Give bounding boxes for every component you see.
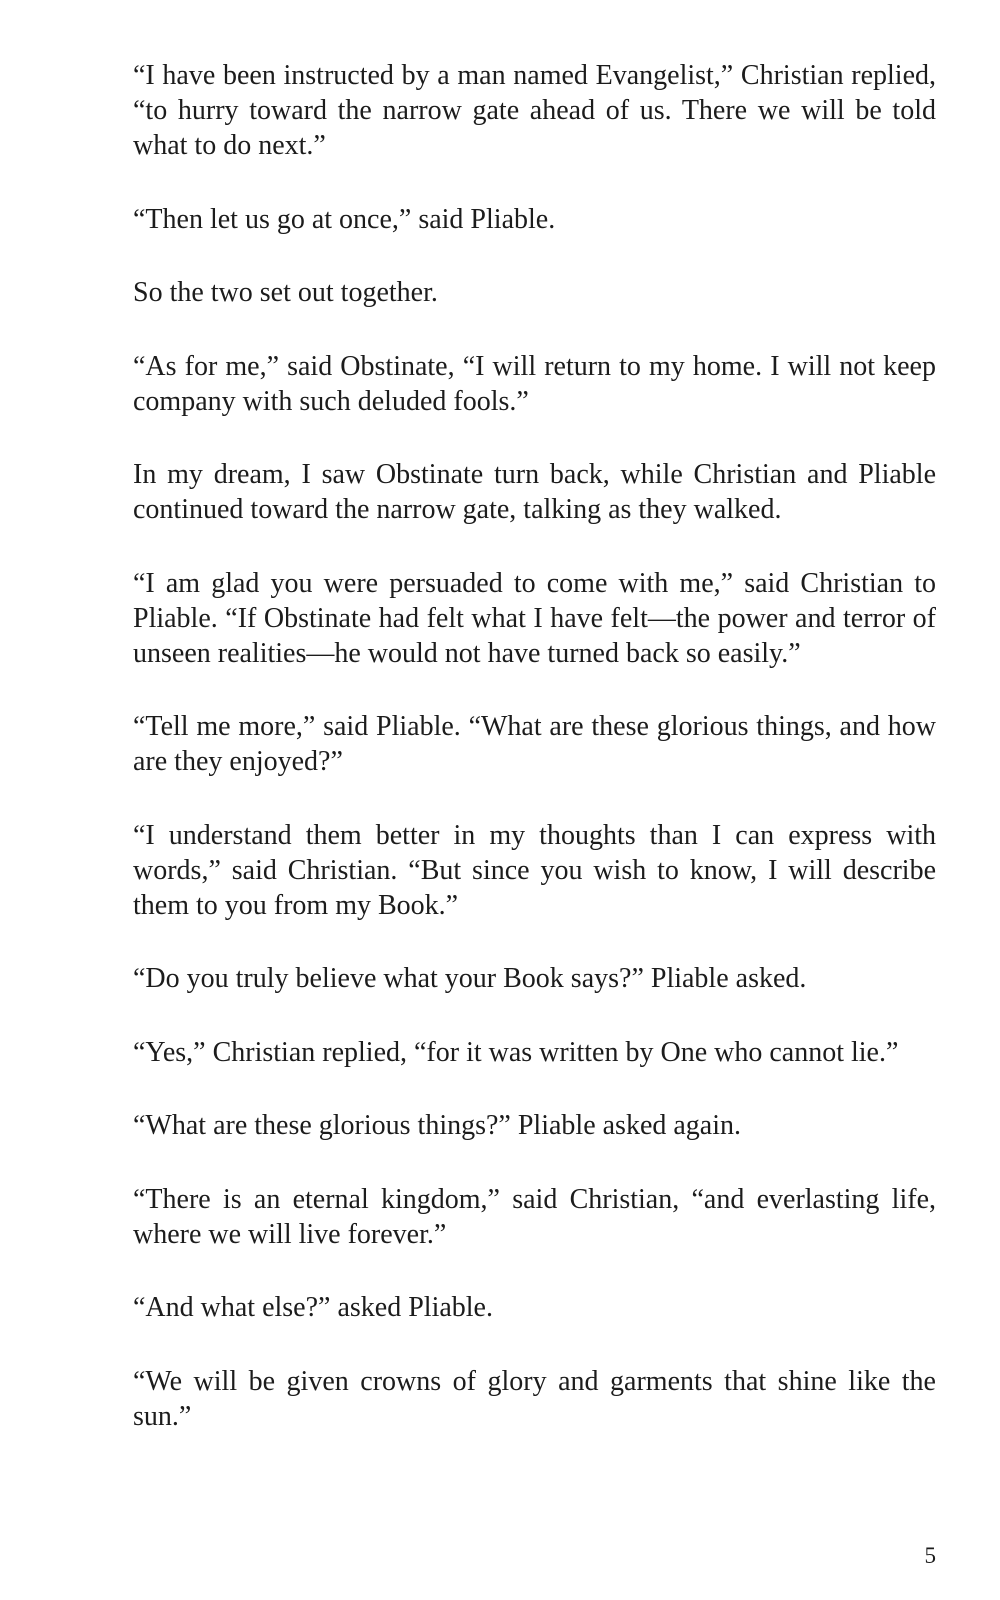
paragraph: “I have been instructed by a man named Evangelist,” Christian replied, “to hurry toward the narrow gate ahead of us. There we will be told what to do next.” bbox=[133, 60, 936, 161]
paragraph: “Tell me more,” said Pliable. “What are these glorious things, and how are they enjoyed?” bbox=[133, 711, 936, 777]
paragraph: “What are these glorious things?” Pliable asked again. bbox=[133, 1110, 742, 1141]
paragraph: “I understand them better in my thoughts than I can express with words,” said Christian. “But since you wish to know, I will describe them to you from my Book.” bbox=[133, 819, 936, 921]
paragraph: “Then let us go at once,” said Pliable. bbox=[133, 203, 556, 235]
page-number: 5 bbox=[924, 1543, 936, 1568]
paragraph: In my dream, I saw Obstinate turn back, while Christian and Pliable continued toward the narrow gate, talking as they walked. bbox=[133, 459, 936, 525]
paragraph: “Do you truly believe what your Book says?” Pliable asked. bbox=[133, 963, 807, 994]
page-body-text bbox=[133, 58, 936, 1472]
paragraph: “As for me,” said Obstinate, “I will return to my home. I will not keep company with such deluded fools.” bbox=[133, 350, 936, 417]
paragraph: “There is an eternal kingdom,” said Christian, “and everlasting life, where we will live forever.” bbox=[133, 1183, 936, 1250]
paragraph: “Yes,” Christian replied, “for it was written by One who cannot lie.” bbox=[133, 1036, 899, 1068]
paragraph: “I am glad you were persuaded to come with me,” said Christian to Pliable. “If Obstinate had felt what I have felt—the power and terror of unseen realities—he would not have turned back so easily.” bbox=[133, 567, 936, 669]
paragraph: So the two set out together. bbox=[133, 277, 438, 308]
paragraph: “We will be given crowns of glory and garments that shine like the sun.” bbox=[133, 1365, 936, 1432]
paragraph: “And what else?” asked Pliable. bbox=[133, 1292, 493, 1323]
